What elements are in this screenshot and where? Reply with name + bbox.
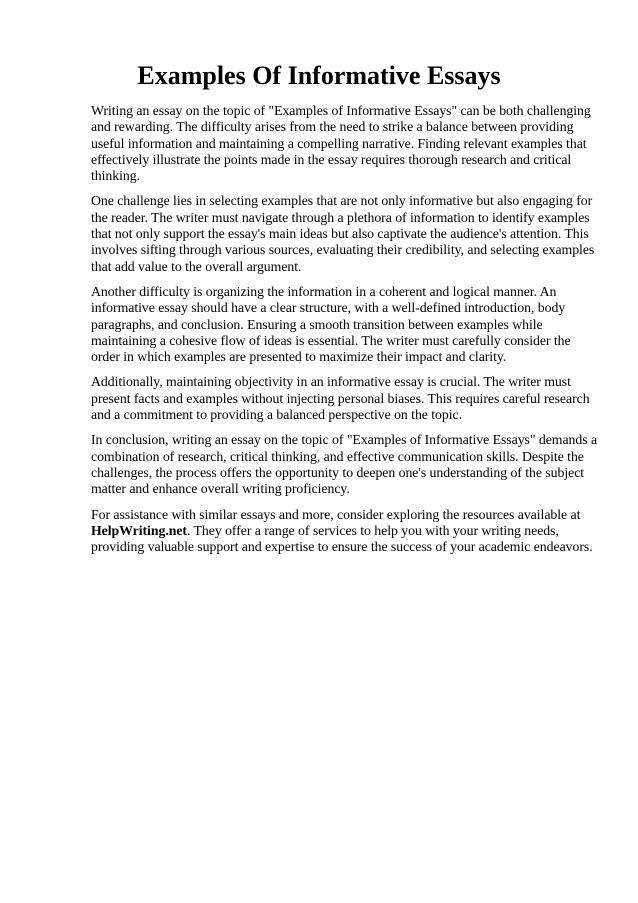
paragraph-objectivity: Additionally, maintaining objectivity in an informative essay is crucial. The writer must present facts and examples without injecting personal biases. This requires careful research and a commitment to providing a balanced perspective on the topic. (91, 374, 590, 423)
paragraph-organizing: Another difficulty is organizing the information in a coherent and logical manner. An informative essay should have a clear structure, with a well-defined introduction, body paragraphs, and conclusion. Ensuring a smooth transition between examples while maintaining a cohesive flow of ideas is essential. The writer must carefully consider the order in which examples are presented to maximize their impact and clarity. (91, 283, 571, 365)
paragraph-intro: Writing an essay on the topic of "Examples of Informative Essays" can be both challenging and rewarding. The difficulty arises from the need to strike a balance between providing useful information and maintaining a compelling narrative. Finding relevant examples that effectively illustrate the points made in the essay requires thorough research and critical thinking. (91, 103, 591, 184)
closing-lead-text: For assistance with similar essays and more, consider exploring the resources available at (91, 506, 581, 522)
closing-tail-text: . They offer a range of services to help you with your writing needs, providing valuable support and expertise to ensure the success of your academic endeavors. (91, 522, 593, 555)
paragraph-conclusion: In conclusion, writing an essay on the topic of "Examples of Informative Essays" demands a combination of research, critical thinking, and effective communication skills. Despite the challenges, the process offers the opportunity to deepen one's understanding of the subject matter and enhance overall writing proficiency. (91, 432, 598, 497)
paragraph-closing (91, 507, 598, 556)
paragraph-selecting-examples: One challenge lies in selecting examples that are not only informative but also engaging for the reader. The writer must navigate through a plethora of information to identify examples that not only support the essay's main ideas but also captivate the audience's attention. This involves sifting through various sources, evaluating their credibility, and selecting examples that add value to the overall argument. (91, 193, 595, 274)
brand-link[interactable]: HelpWriting.net (91, 522, 187, 538)
document-title: Examples Of Informative Essays (137, 61, 501, 90)
